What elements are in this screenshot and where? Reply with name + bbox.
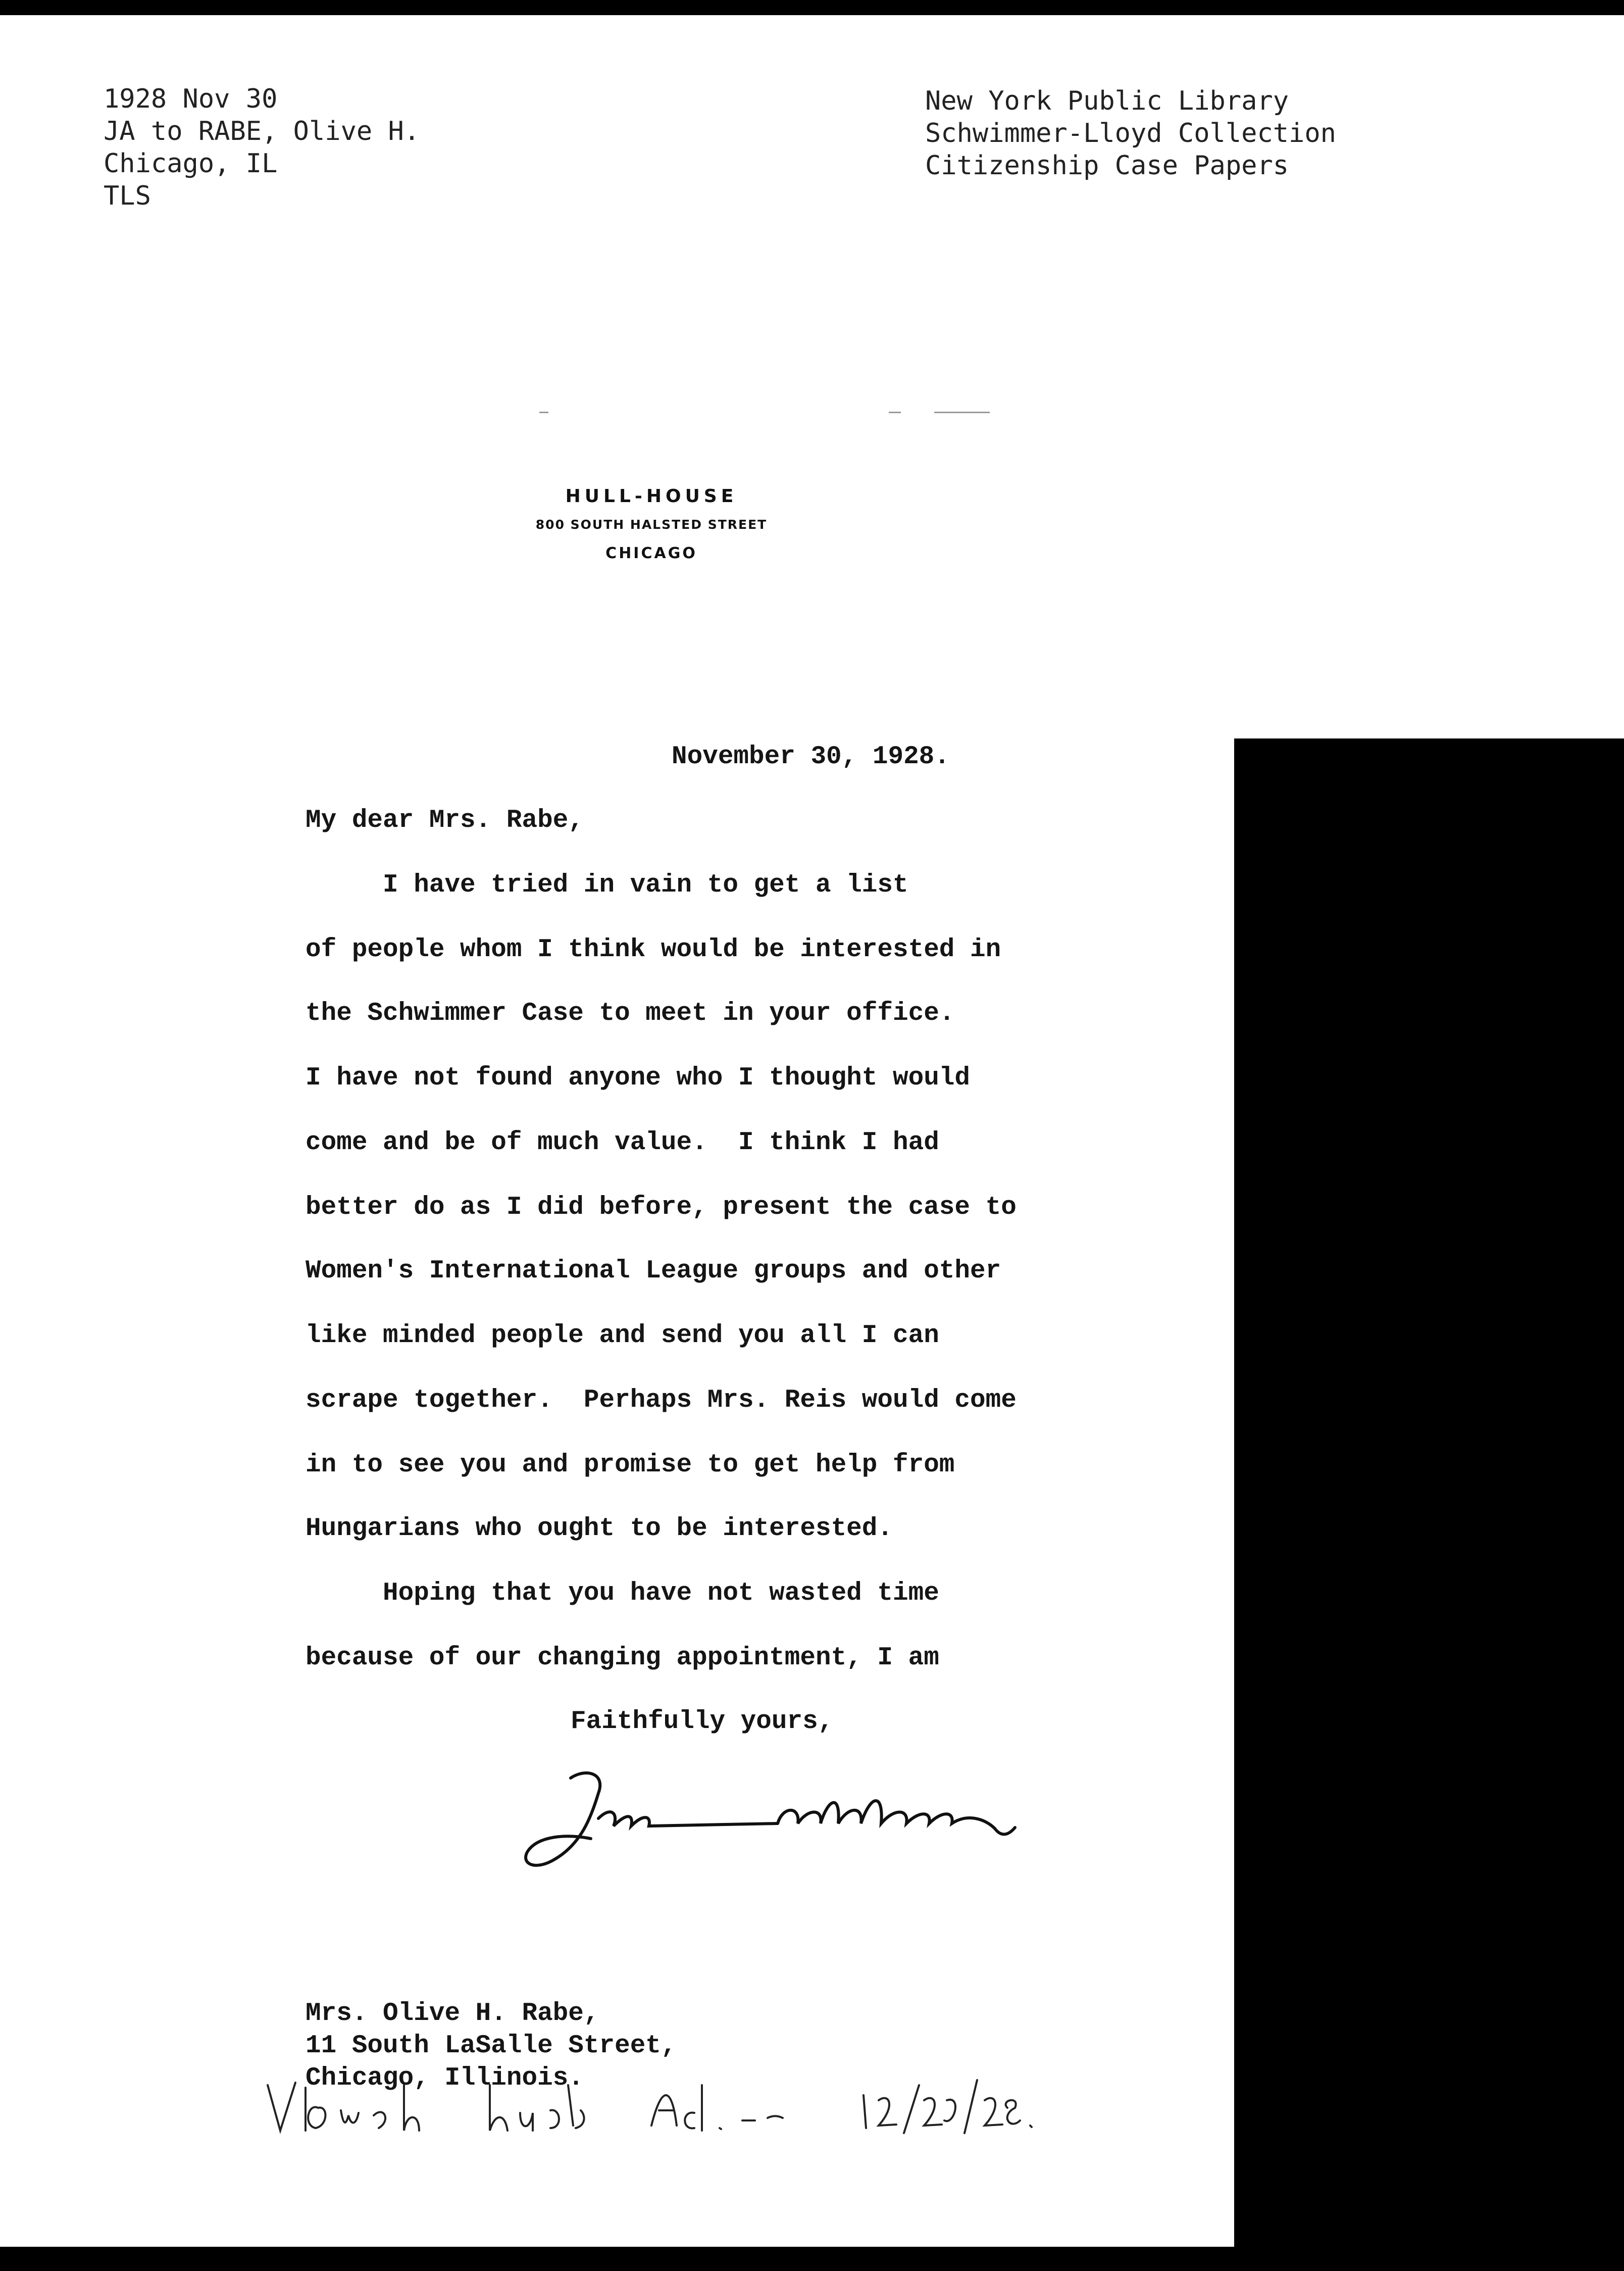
scan-border-bottom (0, 2247, 1234, 2271)
handwritten-note (258, 2065, 1146, 2156)
recipient-street: 11 South LaSalle Street, (306, 2032, 677, 2060)
source-collection: Schwimmer-Lloyd Collection (925, 118, 1336, 149)
letterhead-street: 800 SOUTH HALSTED STREET (535, 517, 768, 532)
source-library: New York Public Library (925, 86, 1289, 116)
body-line: because of our changing appointment, I am (306, 1644, 939, 1672)
scan-border-top (0, 0, 1624, 15)
recipient-city: Chicago, Illinois. (306, 2064, 584, 2093)
letterhead-name: HULL-HOUSE (565, 486, 738, 507)
citation-correspondents: JA to RABE, Olive H. (104, 116, 420, 146)
scan-background-right (1234, 738, 1624, 2271)
citation-type: TLS (104, 181, 151, 211)
citation-place: Chicago, IL (104, 149, 278, 179)
archive-citation (104, 83, 420, 212)
letterhead-city: CHICAGO (605, 545, 697, 562)
body-line: I have tried in vain to get a list (306, 871, 908, 900)
body-line: the Schwimmer Case to meet in your office. (306, 999, 955, 1028)
body-line: scrape together. Perhaps Mrs. Reis would come (306, 1386, 1017, 1415)
citation-date: 1928 Nov 30 (104, 84, 278, 114)
body-line: Hungarians who ought to be interested. (306, 1514, 893, 1543)
letter-closing: Faithfully yours, (571, 1707, 834, 1736)
archive-source (925, 85, 1336, 182)
scan-smudge (934, 412, 990, 413)
signature (510, 1758, 1106, 1879)
scan-smudge (539, 412, 548, 413)
body-line: I have not found anyone who I thought would (306, 1064, 971, 1093)
body-line: of people whom I think would be interested in (306, 935, 1001, 964)
body-line: Women's International League groups and other (306, 1257, 1001, 1286)
letter-date: November 30, 1928. (672, 743, 950, 771)
body-line: come and be of much value. I think I had (306, 1128, 939, 1157)
body-line: better do as I did before, present the case to (306, 1193, 1017, 1222)
letter-salutation: My dear Mrs. Rabe, (306, 806, 584, 835)
body-line: Hoping that you have not wasted time (306, 1579, 939, 1608)
source-series: Citizenship Case Papers (925, 151, 1289, 181)
scan-smudge (889, 412, 901, 413)
recipient-name: Mrs. Olive H. Rabe, (306, 1999, 599, 2028)
body-line: like minded people and send you all I can (306, 1321, 939, 1350)
body-line: in to see you and promise to get help from (306, 1451, 955, 1479)
